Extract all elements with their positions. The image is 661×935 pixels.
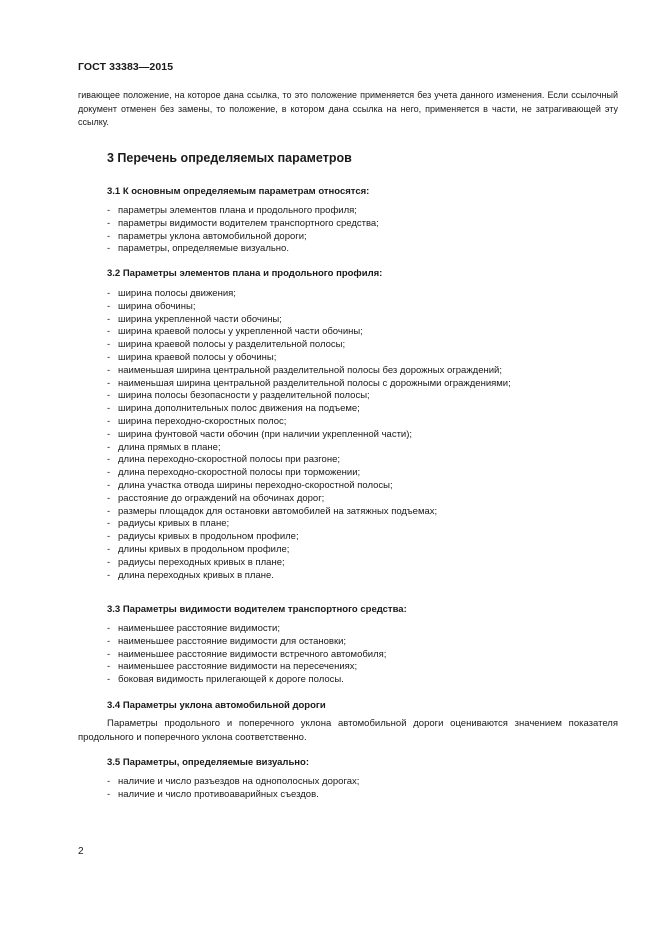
dash-marker: - — [107, 441, 111, 453]
dash-marker: - — [107, 776, 111, 787]
list-item — [107, 649, 386, 662]
dash-marker: - — [107, 326, 111, 338]
list-item — [107, 314, 511, 327]
dash-marker: - — [107, 661, 111, 673]
list-item-text: ширина переходно-скоростных полос; — [118, 415, 287, 427]
dash-marker: - — [107, 288, 111, 299]
list-item — [107, 544, 511, 557]
dash-marker: - — [107, 243, 111, 255]
dash-marker: - — [107, 505, 111, 517]
subsection-3-4-text: Параметры продольного и поперечного уклона автомобильной дороги оцениваются значением показателя продольного и поперечного уклона соответственно. — [78, 718, 618, 743]
dash-marker: - — [107, 518, 111, 530]
list-item-text: расстояние до ограждений на обочинах дорог; — [118, 492, 325, 504]
list-item-text: наличие и число противоаварийных съездов. — [118, 788, 319, 800]
dash-marker: - — [107, 390, 111, 402]
list-item-text: наименьшая ширина центральной разделительной полосы без дорожных ограждений; — [118, 364, 502, 376]
dash-marker: - — [107, 313, 111, 325]
list-item — [107, 288, 511, 301]
dash-marker: - — [107, 377, 111, 389]
list-item — [107, 674, 386, 687]
list-item — [107, 480, 511, 493]
list-item-text: длина участка отвода ширины переходно-скоростной полосы; — [118, 479, 393, 491]
list-item — [107, 301, 511, 314]
subsection-3-3-list — [107, 623, 386, 687]
dash-marker: - — [107, 674, 111, 686]
list-item — [107, 776, 359, 789]
section-title: 3 Перечень определяемых параметров — [107, 151, 352, 165]
dash-marker: - — [107, 403, 111, 415]
list-item-text: длина прямых в плане; — [118, 441, 221, 453]
dash-marker: - — [107, 543, 111, 555]
list-item — [107, 365, 511, 378]
list-item — [107, 570, 511, 583]
list-item — [107, 493, 511, 506]
list-item-text: параметры, определяемые визуально. — [118, 243, 289, 255]
list-item — [107, 518, 511, 531]
intro-paragraph: гивающее положение, на которое дана ссылка, то это положение применяется без учета данного изменения. Если ссылочный документ отменен без замены, то положение, в котором дана ссылка на него, применяется в части, не затрагивающей эту ссылку. — [78, 90, 618, 127]
list-item-text: длины кривых в продольном профиле; — [118, 543, 290, 555]
list-item-text: параметры уклона автомобильной дороги; — [118, 230, 307, 242]
subsection-3-2-list — [107, 288, 511, 582]
list-item-text: ширина фунтовой части обочин (при наличии укрепленной части); — [118, 428, 413, 440]
dash-marker: - — [107, 415, 111, 427]
list-item — [107, 623, 386, 636]
dash-marker: - — [107, 531, 111, 543]
list-item-text: радиусы кривых в плане; — [118, 518, 230, 530]
list-item — [107, 531, 511, 544]
list-item — [107, 326, 511, 339]
dash-marker: - — [107, 556, 111, 568]
subsection-3-5-list — [107, 776, 359, 802]
list-item-text: наименьшее расстояние видимости для остановки; — [118, 635, 347, 647]
dash-marker: - — [107, 569, 111, 581]
list-item — [107, 442, 511, 455]
list-item — [107, 231, 379, 244]
list-item-text: ширина укрепленной части обочины; — [118, 313, 282, 325]
subsection-3-5-title: 3.5 Параметры, определяемые визуально: — [107, 757, 310, 768]
list-item — [107, 636, 386, 649]
list-item — [107, 378, 511, 391]
dash-marker: - — [107, 623, 111, 634]
list-item-text: ширина краевой полосы у обочины; — [118, 351, 277, 363]
list-item-text: параметры видимости водителем транспортного средства; — [118, 217, 379, 229]
dash-marker: - — [107, 205, 111, 216]
dash-marker: - — [107, 479, 111, 491]
list-item — [107, 557, 511, 570]
subsection-3-1-title: 3.1 К основным определяемым параметрам относятся: — [107, 186, 370, 197]
dash-marker: - — [107, 351, 111, 363]
list-item — [107, 789, 359, 802]
document-header: ГОСТ 33383—2015 — [78, 61, 174, 73]
list-item — [107, 467, 511, 480]
list-item — [107, 661, 386, 674]
list-item — [107, 506, 511, 519]
list-item-text: длина переходных кривых в плане. — [118, 569, 274, 581]
dash-marker: - — [107, 339, 111, 351]
dash-marker: - — [107, 648, 111, 660]
list-item-text: радиусы переходных кривых в плане; — [118, 556, 285, 568]
list-item — [107, 352, 511, 365]
list-item — [107, 205, 379, 218]
subsection-3-3-title: 3.3 Параметры видимости водителем транспортного средства: — [107, 604, 407, 615]
list-item-text: ширина полосы безопасности у разделительной полосы; — [118, 390, 370, 402]
list-item — [107, 454, 511, 467]
dash-marker: - — [107, 230, 111, 242]
dash-marker: - — [107, 454, 111, 466]
subsection-3-2-title: 3.2 Параметры элементов плана и продольного профиля: — [107, 268, 383, 279]
list-item — [107, 403, 511, 416]
list-item-text: боковая видимость прилегающей к дороге полосы. — [118, 674, 344, 686]
list-item-text: ширина краевой полосы у укрепленной части обочины; — [118, 326, 363, 338]
list-item-text: наименьшее расстояние видимости; — [118, 623, 280, 634]
dash-marker: - — [107, 788, 111, 800]
list-item-text: радиусы кривых в продольном профиле; — [118, 531, 299, 543]
list-item-text: длина переходно-скоростной полосы при торможении; — [118, 467, 361, 479]
list-item — [107, 243, 379, 256]
list-item-text: наименьшая ширина центральной разделительной полосы с дорожными ограждениями; — [118, 377, 511, 389]
subsection-3-4-title: 3.4 Параметры уклона автомобильной дороги — [107, 700, 326, 711]
dash-marker: - — [107, 364, 111, 376]
dash-marker: - — [107, 428, 111, 440]
dash-marker: - — [107, 217, 111, 229]
list-item — [107, 339, 511, 352]
dash-marker: - — [107, 492, 111, 504]
list-item-text: наличие и число разъездов на однополосных дорогах; — [118, 776, 360, 787]
list-item-text: наименьшее расстояние видимости встречного автомобиля; — [118, 648, 387, 660]
list-item-text: длина переходно-скоростной полосы при разгоне; — [118, 454, 341, 466]
list-item-text: ширина краевой полосы у разделительной полосы; — [118, 339, 346, 351]
list-item-text: наименьшее расстояние видимости на пересечениях; — [118, 661, 358, 673]
list-item-text: размеры площадок для остановки автомобилей на затяжных подъемах; — [118, 505, 438, 517]
dash-marker: - — [107, 300, 111, 312]
list-item-text: ширина полосы движения; — [118, 288, 236, 299]
dash-marker: - — [107, 635, 111, 647]
list-item-text: ширина дополнительных полос движения на подъеме; — [118, 403, 360, 415]
list-item — [107, 416, 511, 429]
list-item — [107, 218, 379, 231]
dash-marker: - — [107, 467, 111, 479]
page-number: 2 — [78, 846, 84, 857]
list-item-text: параметры элементов плана и продольного профиля; — [118, 205, 357, 216]
list-item — [107, 429, 511, 442]
list-item — [107, 390, 511, 403]
subsection-3-1-list — [107, 205, 379, 256]
list-item-text: ширина обочины; — [118, 300, 196, 312]
